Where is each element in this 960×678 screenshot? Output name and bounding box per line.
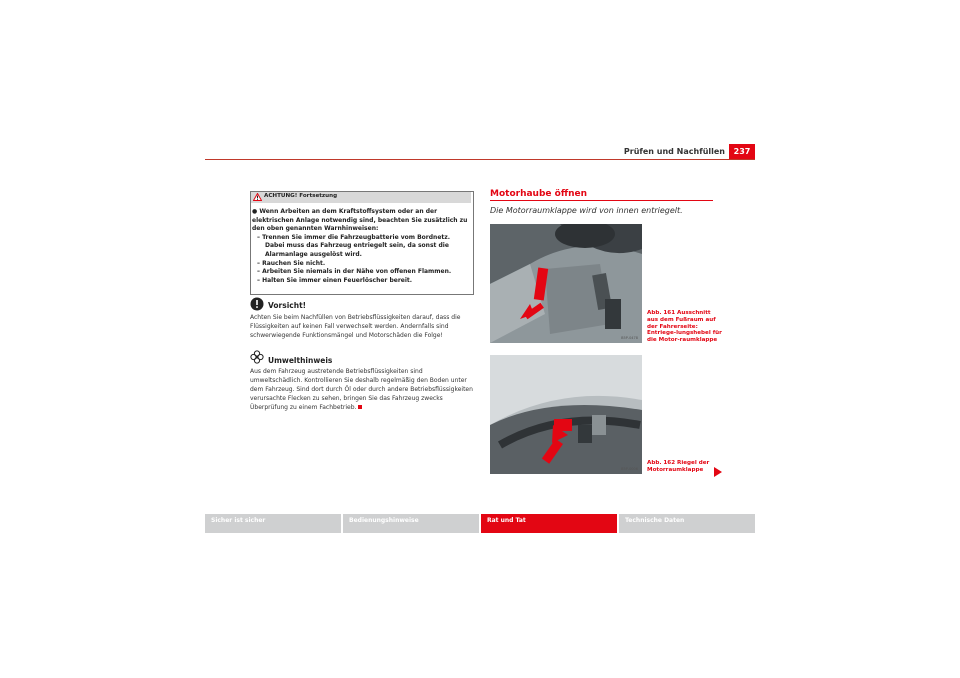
next-page-arrow-icon[interactable] xyxy=(714,467,722,477)
page-header-title: Prüfen und Nachfüllen xyxy=(623,147,725,156)
figure-caption: Abb. 161 Ausschnitt aus dem Fußraum auf der Fahrerseite: Entriege-lungshebel für die Motor-raumklappe xyxy=(647,310,722,344)
caution-title: Vorsicht! xyxy=(268,301,307,310)
figure-code: B5P-0478 xyxy=(621,336,638,340)
figure-caption: Abb. 162 Riegel der Motorraumklappe xyxy=(647,460,710,473)
warning-item-text: Arbeiten Sie niemals in der Nähe von offenen Flammen. xyxy=(262,268,452,276)
figure-footwell-image xyxy=(490,224,642,343)
warning-bullet: ● Wenn Arbeiten an dem Kraftstoffsystem oder an der elektrischen Anlage notwendig sind, beachten Sie zusätzlich zu den oben genannten Warnhinweisen: xyxy=(252,208,468,233)
header-rule xyxy=(205,159,755,160)
flower-icon xyxy=(250,350,264,364)
caution-text: Achten Sie beim Nachfüllen von Betriebsflüssigkeiten darauf, dass die Flüssigkeiten auf keinen Fall verwechselt werden. Andernfalls sind schwerwiegende Funktionsmängel und Motorschäden die Folge! xyxy=(250,314,461,339)
footer-tab-sicher[interactable]: Sicher ist sicher xyxy=(205,514,341,533)
latch-illustration xyxy=(490,355,642,474)
warning-item-text: Rauchen Sie nicht. xyxy=(262,259,326,267)
figure-latch-image xyxy=(490,355,642,474)
environment-text xyxy=(250,368,474,413)
footer-tab-bedienung[interactable]: Bedienungshinweise xyxy=(343,514,479,533)
footer-tab-rat-und-tat[interactable]: Rat und Tat xyxy=(481,514,617,533)
warning-item: – Arbeiten Sie niemals in der Nähe von offenen Flammen. xyxy=(257,268,452,276)
end-marker-icon xyxy=(358,405,362,409)
environment-title: Umwelthinweis xyxy=(268,356,333,365)
section-rule xyxy=(490,200,713,201)
warning-item: – Rauchen Sie nicht. xyxy=(257,259,326,267)
section-subtitle: Die Motorraumklappe wird von innen entriegelt. xyxy=(490,206,683,215)
figure-code: B5P-0006 xyxy=(621,467,638,471)
warning-heading: ACHTUNG! Fortsetzung xyxy=(264,193,338,199)
section-title: Motorhaube öffnen xyxy=(490,189,588,199)
warning-item-text: Halten Sie immer einen Feuerlöscher bereit. xyxy=(262,276,413,284)
warning-item-text: Trennen Sie immer die Fahrzeugbatterie vom Bordnetz. Dabei muss das Fahrzeug entriegelt sein, da sonst die Alarmanlage ausgelöst wird. xyxy=(262,233,451,258)
warning-item: – Trennen Sie immer die Fahrzeugbatterie vom Bordnetz. Dabei muss das Fahrzeug entriegelt sein, da sonst die Alarmanlage ausgelöst wird. xyxy=(257,233,451,258)
environment-text-body: Aus dem Fahrzeug austretende Betriebsflüssigkeiten sind umweltschädlich. Kontrollieren Sie deshalb regelmäßig den Boden unter dem Fahrzeug. Sind dort durch Öl oder durch andere Betriebsflüssigkeiten verursachte Flecken zu sehen, bringen Sie das Fahrzeug zwecks Überprüfung zu einem Fachbetrieb. xyxy=(250,368,473,411)
page-number: 237 xyxy=(729,144,755,160)
warning-item: – Halten Sie immer einen Feuerlöscher bereit. xyxy=(257,276,413,284)
footwell-illustration xyxy=(490,224,642,343)
warning-body xyxy=(252,208,470,285)
caution-icon xyxy=(250,297,264,311)
warning-bullet-text: Wenn Arbeiten an dem Kraftstoffsystem oder an der elektrischen Anlage notwendig sind, beachten Sie zusätzlich zu den oben genannten Warnhinweisen: xyxy=(252,208,468,233)
footer-tab-technische-daten[interactable]: Technische Daten xyxy=(619,514,755,533)
warning-triangle-icon xyxy=(253,193,262,201)
